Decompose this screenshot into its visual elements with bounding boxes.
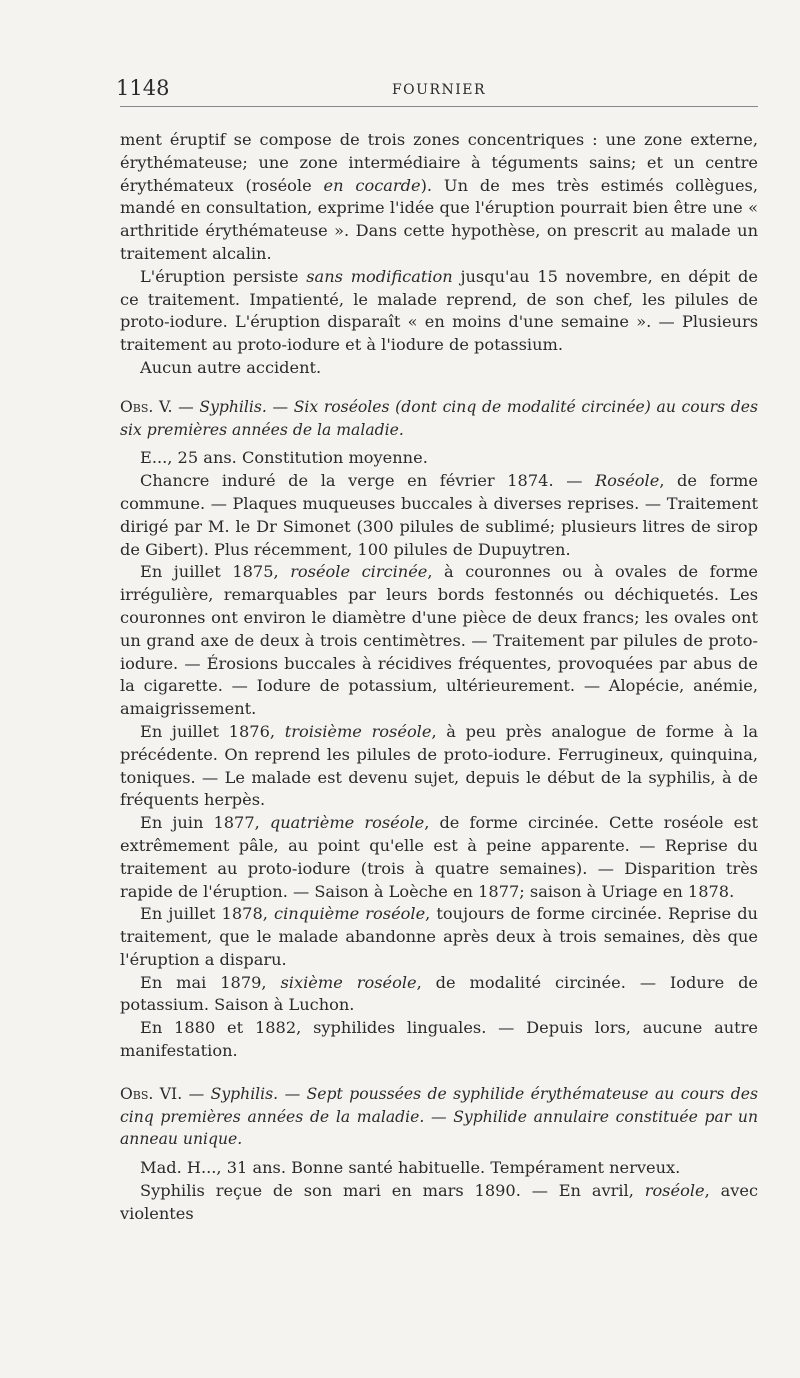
paragraph-11: En 1880 et 1882, syphilides linguales. — Depuis lors, aucune autre manifestation.: [120, 1018, 758, 1061]
paragraph-12: Mad. H..., 31 ans. Bonne santé habituelle. Tempérament nerveux.: [140, 1158, 681, 1178]
paragraph-4: E..., 25 ans. Constitution moyenne.: [140, 448, 428, 468]
observation-5-title: Obs. V.: [120, 397, 173, 416]
paragraph-7: En juillet 1876, troisième roséole, à peu près analogue de forme à la précédente. On reprend les pilules de proto-iodure. Ferrugineux, quinquina, toniques. — Le malade est devenu sujet, depuis le début de la syphilis, à de fréquents herpès.: [120, 721, 758, 810]
paragraph-1: ment éruptif se compose de trois zones concentriques : une zone externe, érythémateuse; une zone intermédiaire à téguments sains; et un centre érythémateux (roséole en cocarde). Un de mes très estimés collègues, mandé en consultation, exprime l'idée que l'éruption pourrait bien être une « arthritide érythémateuse ». Dans cette hypothèse, on prescrit au malade un traitement alcalin.: [120, 130, 758, 263]
observation-5-caption: Six roséoles (dont cinq de modalité circinée) au cours des six premières années de la maladie.: [120, 397, 758, 439]
observation-6-title: Obs. VI.: [120, 1084, 183, 1103]
observation-6-heading: Obs. VI. — Syphilis. — Sept poussées de syphilide érythémateuse au cours des cinq premières années de la maladie. — Syphilide annulaire constituée par un anneau unique.: [120, 1084, 759, 1149]
observation-6-subject: Syphilis.: [210, 1084, 279, 1103]
observation-5-subject: Syphilis.: [199, 397, 267, 416]
paragraph-10: En mai 1879, sixième roséole, de modalité circinée. — Iodure de potassium. Saison à Luchon.: [120, 972, 759, 1015]
paragraph-9: En juillet 1878, cinquième roséole, toujours de forme circinée. Reprise du traitement, que le malade abandonne après deux à trois semaines, dès que l'éruption a disparu.: [120, 904, 758, 969]
paragraph-2: L'éruption persiste sans modification jusqu'au 15 novembre, en dépit de ce traitement. Impatienté, le malade reprend, de son chef, les pilules de proto-iodure. L'éruption disparaît « en moins d'une semaine ». — Plusieurs traitement au proto-iodure et à l'iodure de potassium.: [120, 266, 758, 355]
page-number: 1148: [116, 76, 170, 100]
page: [116, 76, 759, 1226]
observation-6-caption: Sept poussées de syphilide érythémateuse au cours des cinq premières années de la maladie. — Syphilide annulaire constituée par un anneau unique.: [120, 1084, 759, 1149]
paragraph-5: Chancre induré de la verge en février 1874. — Roséole, de forme commune. — Plaques muqueuses buccales à diverses reprises. — Traitement dirigé par M. le Dr Simonet (300 pilules de sublimé; plusieurs litres de sirop de Gibert). Plus récemment, 100 pilules de Dupuytren.: [120, 471, 758, 559]
paragraph-6: En juillet 1875, roséole circinée, à couronnes ou à ovales de forme irrégulière, remarquables par leurs bords festonnés ou déchiquetés. Les couronnes ont environ le diamètre d'une pièce de deux francs; les ovales ont un grand axe de deux à trois centimètres. — Traitement par pilules de proto-iodure. — Érosions buccales à récidives fréquentes, provoquées par abus de la cigarette. — Iodure de potassium, ultérieurement. — Alopécie, anémie, amaigrissement.: [120, 562, 758, 719]
paragraph-8: En juin 1877, quatrième roséole, de forme circinée. Cette roséole est extrêmement pâle, au point qu'elle est à peine apparente. — Reprise du traitement au proto-iodure (trois à quatre semaines). — Disparition très rapide de l'éruption. — Saison à Loèche en 1877; saison à Uriage en 1878.: [120, 813, 758, 901]
paragraph-13: Syphilis reçue de son mari en mars 1890. — En avril, roséole, avec violentes: [120, 1181, 759, 1223]
running-head: FOURNIER: [391, 82, 487, 98]
paragraph-3: Aucun autre accident.: [140, 357, 322, 377]
observation-5-heading: Obs. V. — Syphilis. — Six roséoles (dont cinq de modalité circinée) au cours des six premières années de la maladie.: [120, 397, 758, 439]
page-header: [116, 76, 758, 107]
